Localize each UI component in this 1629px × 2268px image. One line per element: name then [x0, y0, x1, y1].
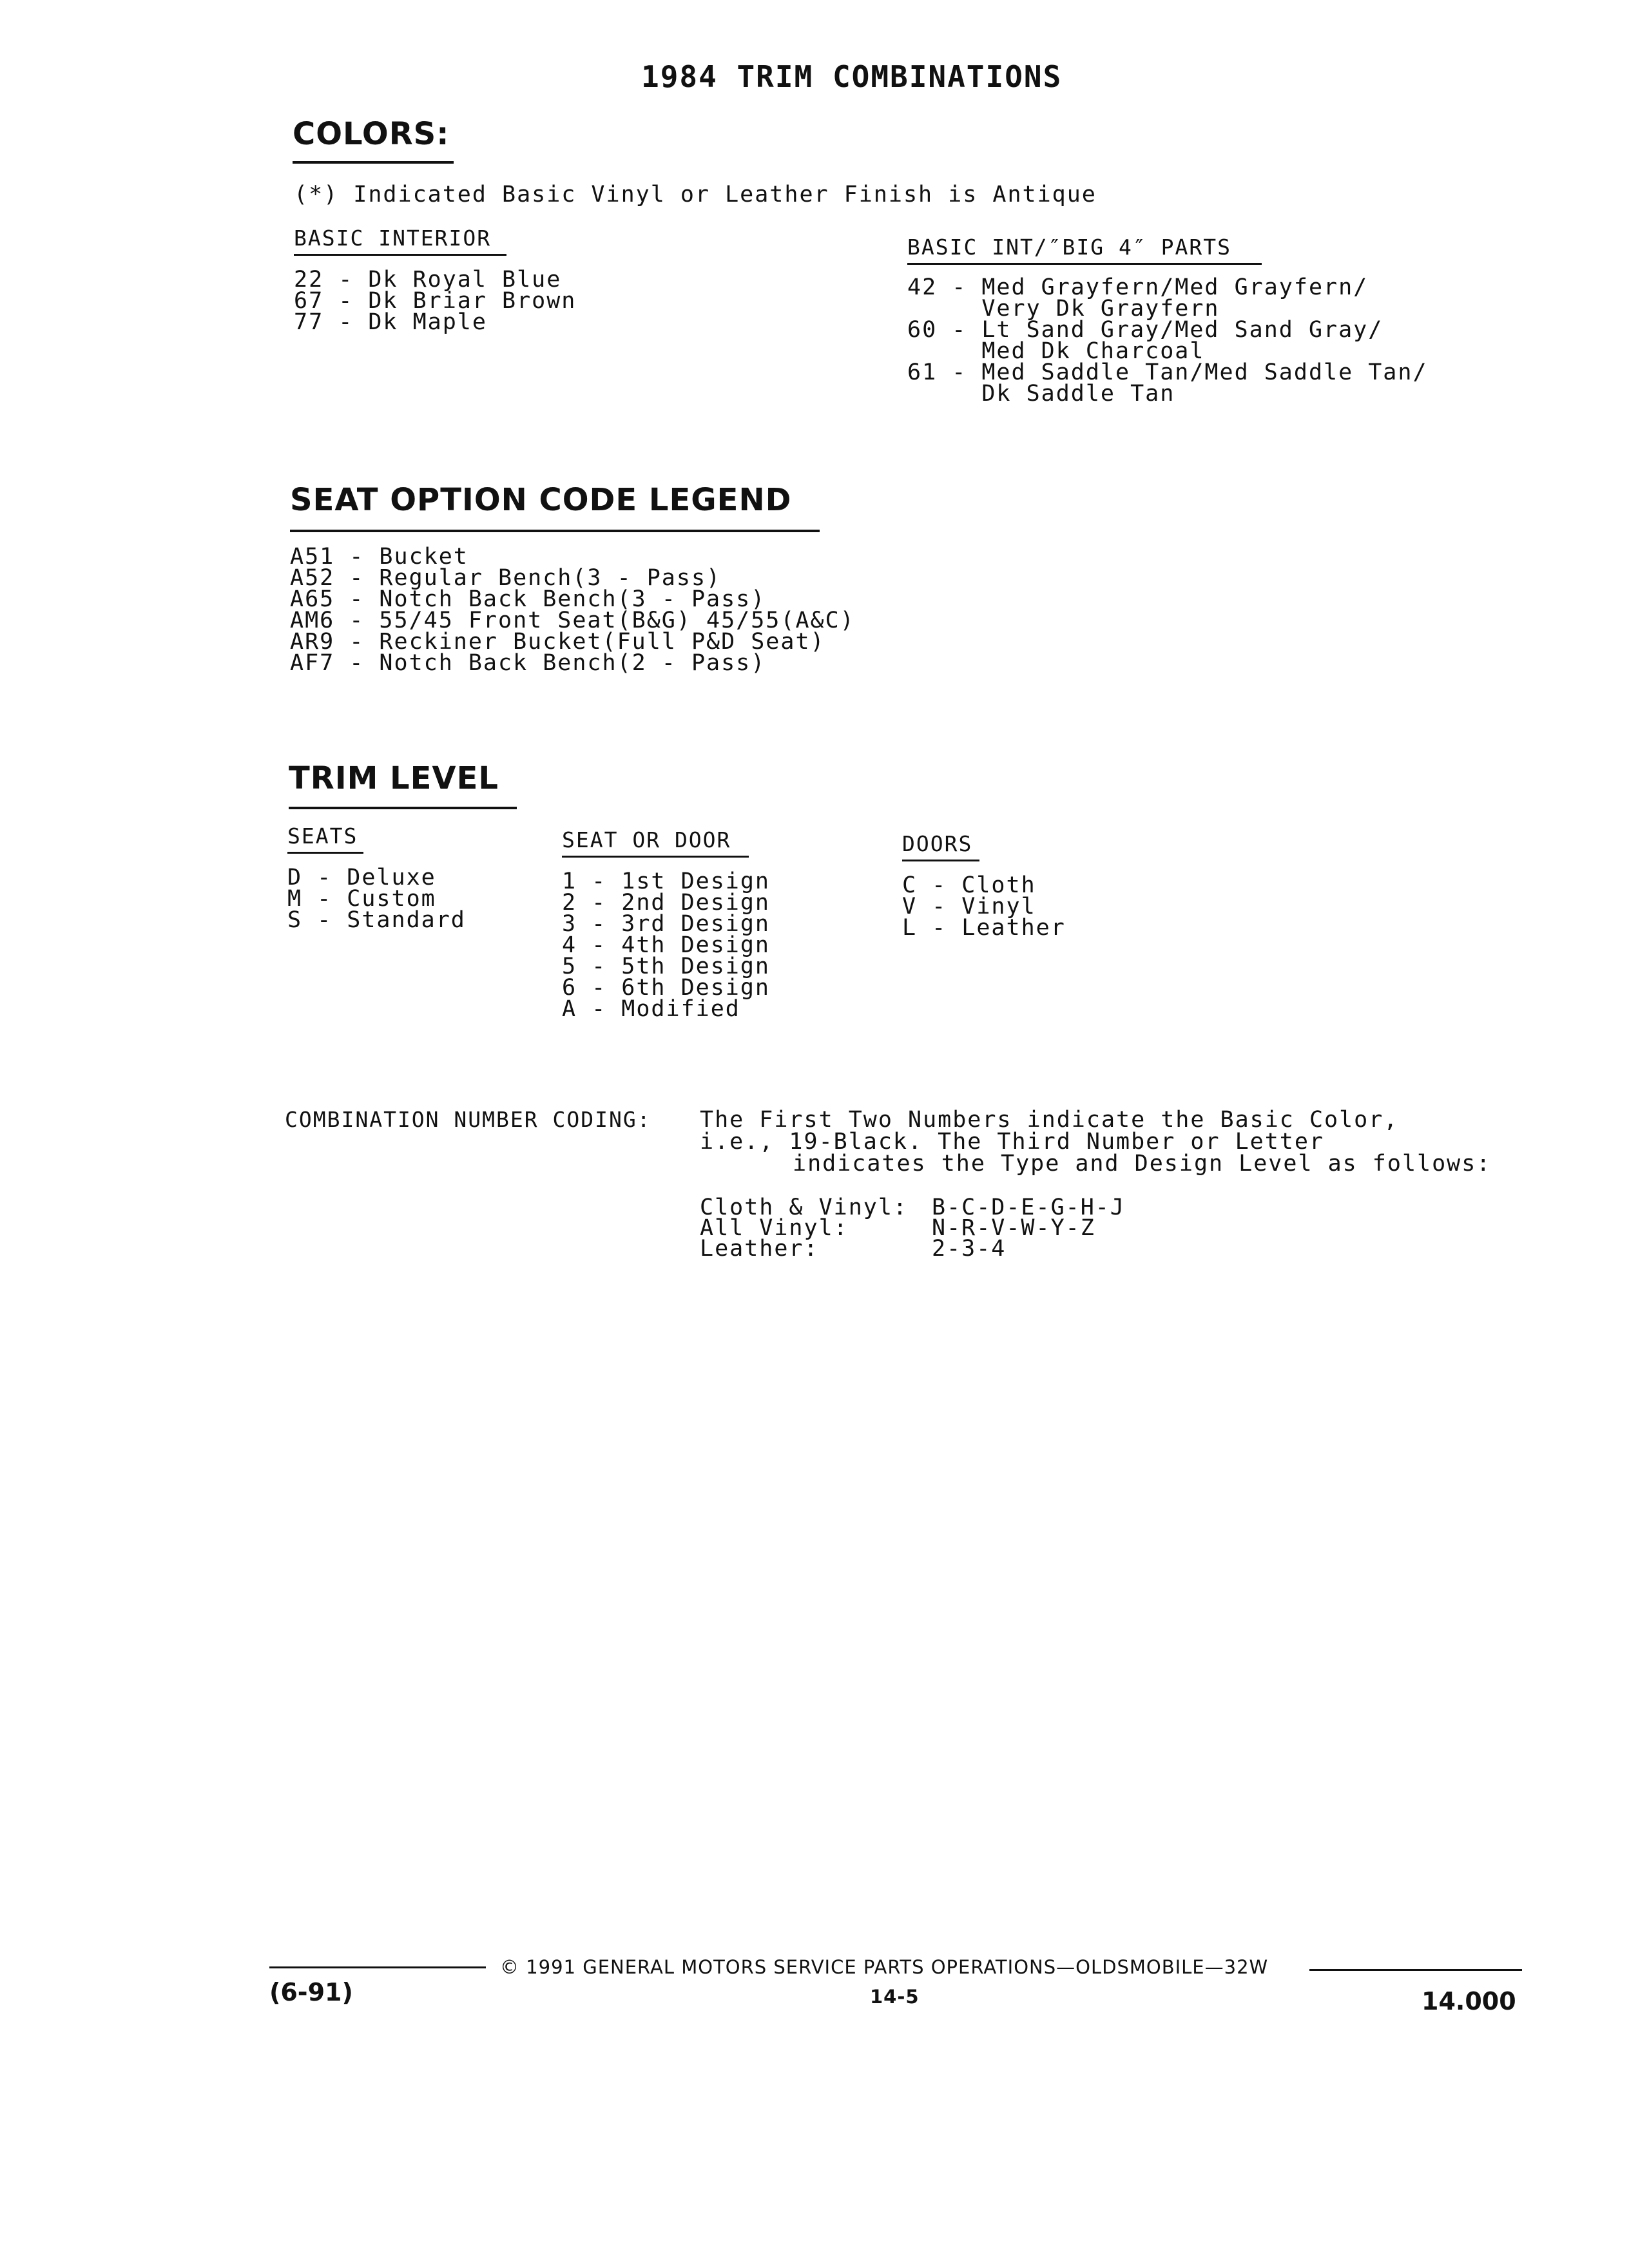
list-item: A65 - Notch Back Bench(3 - Pass)	[290, 586, 766, 612]
type-label: All Vinyl:	[700, 1215, 849, 1241]
big4-underline	[907, 263, 1262, 265]
seats-list	[287, 867, 466, 931]
coding-line-1: The First Two Numbers indicate the Basic Color,	[700, 1107, 1399, 1133]
list-item: 4 - 4th Design	[562, 932, 771, 958]
footer-revision: (6-91)	[269, 1978, 353, 2006]
list-item: A - Modified	[562, 996, 740, 1022]
list-item: Dk Saddle Tan	[907, 381, 1175, 407]
list-item: 61 - Med Saddle Tan/Med Saddle Tan/	[907, 360, 1428, 385]
list-item: 67 - Dk Briar Brown	[294, 288, 577, 314]
coding-line-2: i.e., 19-Black. The Third Number or Letter	[700, 1129, 1325, 1155]
basic-interior-underline	[294, 254, 506, 256]
basic-interior-list	[294, 269, 576, 333]
big4-header: BASIC INT/″BIG 4″ PARTS	[907, 235, 1231, 260]
list-item: AR9 - Reckiner Bucket(Full P&D Seat)	[290, 629, 825, 655]
list-item: 6 - 6th Design	[562, 975, 771, 1001]
seat-legend-heading: SEAT OPTION CODE LEGEND	[290, 482, 792, 518]
type-value: 2-3-4	[932, 1236, 1007, 1262]
seats-underline	[287, 852, 363, 854]
coding-label: COMBINATION NUMBER CODING:	[285, 1107, 651, 1132]
colors-note: (*) Indicated Basic Vinyl or Leather Finish is Antique	[294, 182, 1097, 207]
big4-list	[907, 274, 1428, 407]
seat-or-door-header: SEAT OR DOOR	[562, 827, 731, 852]
doors-header: DOORS	[902, 831, 973, 856]
basic-interior-header: BASIC INTERIOR	[294, 226, 492, 251]
list-item: 2 - 2nd Design	[562, 890, 771, 916]
footer-section-number: 14.000	[1422, 1987, 1516, 2015]
list-item: C - Cloth	[902, 872, 1036, 898]
seat-or-door-list	[562, 871, 770, 1020]
footer-page-number: 14-5	[870, 1986, 920, 2008]
list-item: 60 - Lt Sand Gray/Med Sand Gray/	[907, 317, 1383, 343]
coding-line-3: indicates the Type and Design Level as follows:	[793, 1151, 1492, 1177]
seat-legend-list	[290, 546, 855, 674]
type-value: B-C-D-E-G-H-J	[932, 1195, 1125, 1220]
colors-heading: COLORS:	[293, 116, 450, 152]
footer-rule-left	[269, 1966, 486, 1968]
list-item: A51 - Bucket	[290, 544, 468, 570]
footer-copyright: © 1991 GENERAL MOTORS SERVICE PARTS OPERATIONS—OLDSMOBILE—32W	[500, 1956, 1269, 1978]
seats-header: SEATS	[287, 823, 358, 849]
list-item: V - Vinyl	[902, 894, 1036, 919]
page-title: 1984 TRIM COMBINATIONS	[641, 59, 1063, 94]
list-item: AF7 - Notch Back Bench(2 - Pass)	[290, 650, 766, 676]
list-item: 42 - Med Grayfern/Med Grayfern/	[907, 274, 1369, 300]
trim-level-underline	[289, 807, 517, 809]
colors-underline	[293, 161, 454, 164]
type-label: Leather:	[700, 1236, 819, 1262]
list-item: D - Deluxe	[287, 865, 436, 890]
seat-legend-underline	[290, 530, 820, 532]
list-item: M - Custom	[287, 886, 436, 912]
list-item: 77 - Dk Maple	[294, 309, 487, 335]
doors-underline	[902, 860, 979, 861]
list-item: 22 - Dk Royal Blue	[294, 267, 562, 293]
trim-level-heading: TRIM LEVEL	[289, 760, 499, 796]
list-item: 1 - 1st Design	[562, 869, 771, 894]
type-label: Cloth & Vinyl:	[700, 1195, 909, 1220]
footer-rule-right	[1309, 1969, 1522, 1971]
seat-or-door-underline	[562, 856, 749, 858]
list-item: 3 - 3rd Design	[562, 911, 771, 937]
list-item: S - Standard	[287, 907, 466, 933]
list-item: AM6 - 55/45 Front Seat(B&G) 45/55(A&C)	[290, 608, 855, 633]
doors-list	[902, 872, 1066, 941]
list-item: Very Dk Grayfern	[907, 296, 1220, 322]
list-item: Med Dk Charcoal	[907, 338, 1205, 364]
list-item: A52 - Regular Bench(3 - Pass)	[290, 565, 722, 591]
list-item: L - Leather	[902, 915, 1066, 941]
list-item: 5 - 5th Design	[562, 954, 771, 979]
type-value: N-R-V-W-Y-Z	[932, 1215, 1095, 1241]
